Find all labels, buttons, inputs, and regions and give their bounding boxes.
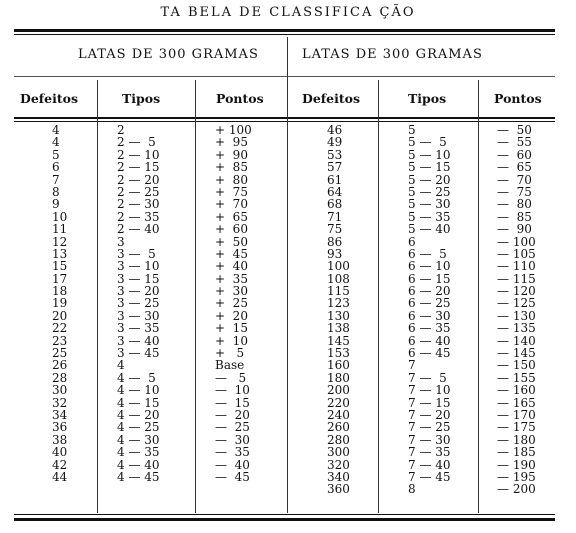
right-pontos-cell: — 150	[497, 358, 536, 373]
left-pontos-cell: — 10	[215, 383, 250, 398]
right-defeitos-cell: 53	[327, 147, 343, 162]
divider-right-1	[378, 80, 379, 513]
right-group-header: LATAS DE 300 GRAMAS	[302, 47, 483, 62]
left-pontos-cell: + 45	[215, 246, 248, 261]
right-tipos-cell: 7 — 40	[408, 457, 451, 472]
left-pontos-cell: + 15	[215, 321, 248, 336]
top-double-rule-b	[14, 34, 555, 35]
right-tipos-cell: 5 — 35	[408, 209, 451, 224]
right-pontos-cell: — 55	[497, 135, 532, 150]
table-title: TA BELA DE CLASSIFICA ÇÃO	[160, 5, 416, 20]
right-defeitos-cell: 240	[327, 407, 350, 422]
left-pontos-cell: + 95	[215, 135, 248, 150]
right-defeitos-cell: 57	[327, 160, 343, 175]
right-pontos-column	[497, 124, 536, 496]
left-tipos-cell: 2 — 10	[117, 147, 160, 162]
left-defeitos-cell: 7	[52, 172, 60, 187]
right-pontos-cell: — 115	[497, 271, 536, 286]
right-defeitos-cell: 130	[327, 308, 350, 323]
right-defeitos-cell: 360	[327, 482, 350, 497]
left-pontos-cell: + 30	[215, 284, 248, 299]
left-defeitos-cell: 6	[52, 160, 60, 175]
left-pontos-header: Pontos	[216, 91, 264, 106]
left-tipos-cell: 2 — 5	[117, 135, 156, 150]
left-tipos-cell: 4 — 40	[117, 457, 160, 472]
left-pontos-cell: — 25	[215, 420, 250, 435]
right-tipos-cell: 7 — 45	[408, 469, 451, 484]
left-tipos-cell: 2	[117, 123, 125, 137]
column-header-rule-a	[14, 117, 555, 119]
right-pontos-cell: — 135	[497, 321, 536, 336]
right-defeitos-cell: 68	[327, 197, 343, 212]
right-tipos-cell: 6 — 20	[408, 284, 451, 299]
left-group-header: LATAS DE 300 GRAMAS	[78, 47, 259, 62]
left-tipos-cell: 3 — 35	[117, 321, 160, 336]
right-tipos-cell: 6	[408, 234, 416, 249]
left-defeitos-header: Defeitos	[20, 91, 79, 106]
left-pontos-column	[215, 124, 252, 483]
left-pontos-cell: — 45	[215, 469, 250, 484]
left-pontos-cell: + 65	[215, 209, 248, 224]
right-defeitos-cell: 108	[327, 271, 350, 286]
right-defeitos-cell: 115	[327, 284, 350, 299]
right-tipos-cell: 6 — 40	[408, 333, 451, 348]
left-pontos-cell: + 100	[215, 123, 252, 137]
right-tipos-cell: 7 — 5	[408, 370, 447, 385]
right-defeitos-cell: 320	[327, 457, 350, 472]
right-defeitos-cell: 220	[327, 395, 350, 410]
divider-left-1	[97, 80, 98, 513]
right-tipos-header: Tipos	[408, 91, 447, 106]
left-pontos-cell: — 40	[215, 457, 250, 472]
right-pontos-cell: — 130	[497, 308, 536, 323]
left-tipos-cell: 4 — 45	[117, 469, 160, 484]
group-header-rule	[14, 76, 555, 77]
left-pontos-cell: + 85	[215, 160, 248, 175]
left-tipos-cell: 3 — 30	[117, 308, 160, 323]
left-tipos-cell: 2 — 20	[117, 172, 160, 187]
left-tipos-cell: 2 — 25	[117, 184, 160, 199]
left-tipos-cell: 4 — 20	[117, 407, 160, 422]
right-tipos-cell: 7 — 10	[408, 383, 451, 398]
right-defeitos-cell: 260	[327, 420, 350, 435]
right-pontos-cell: — 200	[497, 482, 536, 497]
left-defeitos-cell: 22	[52, 321, 68, 336]
right-pontos-cell: — 105	[497, 246, 536, 261]
right-pontos-header: Pontos	[494, 91, 542, 106]
right-tipos-cell: 5	[408, 123, 416, 137]
right-tipos-cell: 5 — 30	[408, 197, 451, 212]
left-tipos-cell: 4 — 35	[117, 445, 160, 460]
left-defeitos-column	[52, 124, 67, 483]
right-defeitos-header: Defeitos	[302, 91, 361, 106]
column-header-rule-b	[14, 121, 555, 122]
right-pontos-cell: — 65	[497, 160, 532, 175]
right-defeitos-cell: 340	[327, 469, 350, 484]
right-pontos-cell: — 140	[497, 333, 536, 348]
top-double-rule-a	[14, 29, 555, 32]
right-defeitos-cell: 75	[327, 222, 343, 237]
left-pontos-cell: + 60	[215, 222, 248, 237]
right-tipos-cell: 5 — 10	[408, 147, 451, 162]
right-tipos-cell: 6 — 25	[408, 296, 451, 311]
right-tipos-cell: 5 — 20	[408, 172, 451, 187]
right-pontos-cell: — 160	[497, 383, 536, 398]
left-defeitos-cell: 8	[52, 184, 60, 199]
left-tipos-cell: 3 — 10	[117, 259, 160, 274]
left-tipos-cell: 3 — 25	[117, 296, 160, 311]
right-tipos-column	[408, 124, 451, 496]
left-defeitos-cell: 15	[52, 259, 68, 274]
right-defeitos-cell: 61	[327, 172, 343, 187]
right-tipos-cell: 6 — 35	[408, 321, 451, 336]
right-defeitos-cell: 300	[327, 445, 350, 460]
left-pontos-cell: Base	[215, 358, 245, 373]
right-defeitos-column	[327, 124, 350, 496]
left-pontos-cell: + 40	[215, 259, 248, 274]
right-tipos-cell: 6 — 30	[408, 308, 451, 323]
right-tipos-cell: 7 — 20	[408, 407, 451, 422]
left-tipos-cell: 4 — 10	[117, 383, 160, 398]
right-pontos-cell: — 80	[497, 197, 532, 212]
right-pontos-cell: — 75	[497, 184, 532, 199]
left-tipos-cell: 3	[117, 234, 125, 249]
left-defeitos-cell: 32	[52, 395, 68, 410]
right-pontos-cell: — 90	[497, 222, 532, 237]
right-defeitos-cell: 280	[327, 432, 350, 447]
left-tipos-cell: 2 — 35	[117, 209, 160, 224]
left-defeitos-cell: 17	[52, 271, 68, 286]
right-pontos-cell: — 165	[497, 395, 536, 410]
right-tipos-cell: 7 — 35	[408, 445, 451, 460]
left-pontos-cell: + 20	[215, 308, 248, 323]
left-pontos-cell: — 5	[215, 370, 247, 385]
right-defeitos-cell: 145	[327, 333, 350, 348]
right-pontos-cell: — 120	[497, 284, 536, 299]
left-defeitos-cell: 13	[52, 246, 68, 261]
right-defeitos-cell: 64	[327, 184, 343, 199]
right-tipos-cell: 6 — 10	[408, 259, 451, 274]
right-pontos-cell: — 175	[497, 420, 536, 435]
left-tipos-cell: 4 — 25	[117, 420, 160, 435]
right-defeitos-cell: 93	[327, 246, 343, 261]
left-defeitos-cell: 44	[52, 469, 68, 484]
right-pontos-cell: — 125	[497, 296, 536, 311]
left-pontos-cell: — 15	[215, 395, 250, 410]
left-defeitos-cell: 40	[52, 445, 68, 460]
divider-right-2	[478, 80, 479, 513]
left-pontos-cell: + 50	[215, 234, 248, 249]
left-tipos-cell: 2 — 30	[117, 197, 160, 212]
right-pontos-cell: — 145	[497, 346, 536, 361]
right-tipos-cell: 6 — 45	[408, 346, 451, 361]
right-defeitos-cell: 138	[327, 321, 350, 336]
bottom-double-rule-a	[14, 514, 555, 515]
left-tipos-cell: 2 — 40	[117, 222, 160, 237]
bottom-double-rule-b	[14, 518, 555, 521]
left-tipos-cell: 3 — 45	[117, 346, 160, 361]
left-defeitos-cell: 38	[52, 432, 68, 447]
right-tipos-cell: 8	[408, 482, 416, 497]
right-tipos-cell: 7 — 30	[408, 432, 451, 447]
left-defeitos-cell: 4	[52, 135, 60, 150]
right-pontos-cell: — 100	[497, 234, 536, 249]
left-defeitos-cell: 18	[52, 284, 68, 299]
left-defeitos-cell: 5	[52, 147, 60, 162]
right-pontos-cell: — 110	[497, 259, 536, 274]
right-pontos-cell: — 170	[497, 407, 536, 422]
right-defeitos-cell: 86	[327, 234, 343, 249]
right-pontos-cell: — 185	[497, 445, 536, 460]
left-tipos-cell: 3 — 15	[117, 271, 160, 286]
right-tipos-cell: 7	[408, 358, 416, 373]
right-tipos-cell: 5 — 25	[408, 184, 451, 199]
left-defeitos-cell: 34	[52, 407, 68, 422]
left-pontos-cell: + 80	[215, 172, 248, 187]
left-tipos-header: Tipos	[122, 91, 161, 106]
left-defeitos-cell: 12	[52, 234, 68, 249]
left-tipos-cell: 3 — 5	[117, 246, 156, 261]
left-defeitos-cell: 20	[52, 308, 68, 323]
right-defeitos-cell: 200	[327, 383, 350, 398]
right-defeitos-cell: 71	[327, 209, 343, 224]
right-pontos-cell: — 85	[497, 209, 532, 224]
right-pontos-cell: — 70	[497, 172, 532, 187]
right-defeitos-cell: 180	[327, 370, 350, 385]
divider-left-2	[195, 80, 196, 513]
left-pontos-cell: + 35	[215, 271, 248, 286]
left-defeitos-cell: 11	[52, 222, 68, 237]
left-tipos-column	[117, 124, 160, 483]
right-defeitos-cell: 100	[327, 259, 350, 274]
left-tipos-cell: 4	[117, 358, 125, 373]
right-pontos-cell: — 195	[497, 469, 536, 484]
right-tipos-cell: 6 — 5	[408, 246, 447, 261]
left-tipos-cell: 3 — 40	[117, 333, 160, 348]
left-tipos-cell: 4 — 30	[117, 432, 160, 447]
left-tipos-cell: 4 — 15	[117, 395, 160, 410]
left-defeitos-cell: 42	[52, 457, 68, 472]
left-pontos-cell: + 5	[215, 346, 245, 361]
right-defeitos-cell: 153	[327, 346, 350, 361]
left-pontos-cell: — 30	[215, 432, 250, 447]
right-pontos-cell: — 155	[497, 370, 536, 385]
left-pontos-cell: + 70	[215, 197, 248, 212]
right-pontos-cell: — 190	[497, 457, 536, 472]
right-pontos-cell: — 60	[497, 147, 532, 162]
left-defeitos-cell: 9	[52, 197, 60, 212]
left-pontos-cell: + 75	[215, 184, 248, 199]
divider-center	[287, 37, 288, 513]
left-pontos-cell: + 25	[215, 296, 248, 311]
right-tipos-cell: 5 — 40	[408, 222, 451, 237]
right-tipos-cell: 7 — 15	[408, 395, 451, 410]
left-pontos-cell: + 10	[215, 333, 248, 348]
left-pontos-cell: — 35	[215, 445, 250, 460]
right-tipos-cell: 6 — 15	[408, 271, 451, 286]
left-defeitos-cell: 10	[52, 209, 68, 224]
right-tipos-cell: 7 — 25	[408, 420, 451, 435]
right-defeitos-cell: 160	[327, 358, 350, 373]
left-tipos-cell: 4 — 5	[117, 370, 156, 385]
right-defeitos-cell: 123	[327, 296, 350, 311]
left-defeitos-cell: 23	[52, 333, 68, 348]
left-defeitos-cell: 4	[52, 123, 60, 137]
right-pontos-cell: — 50	[497, 123, 532, 137]
right-pontos-cell: — 180	[497, 432, 536, 447]
left-defeitos-cell: 26	[52, 358, 68, 373]
left-defeitos-cell: 25	[52, 346, 68, 361]
left-tipos-cell: 3 — 20	[117, 284, 160, 299]
left-defeitos-cell: 19	[52, 296, 68, 311]
right-tipos-cell: 5 — 15	[408, 160, 451, 175]
right-defeitos-cell: 49	[327, 135, 343, 150]
left-defeitos-cell: 28	[52, 370, 68, 385]
right-tipos-cell: 5 — 5	[408, 135, 447, 150]
left-defeitos-cell: 30	[52, 383, 68, 398]
right-defeitos-cell: 46	[327, 123, 343, 137]
left-pontos-cell: — 20	[215, 407, 250, 422]
left-pontos-cell: + 90	[215, 147, 248, 162]
left-tipos-cell: 2 — 15	[117, 160, 160, 175]
left-defeitos-cell: 36	[52, 420, 68, 435]
